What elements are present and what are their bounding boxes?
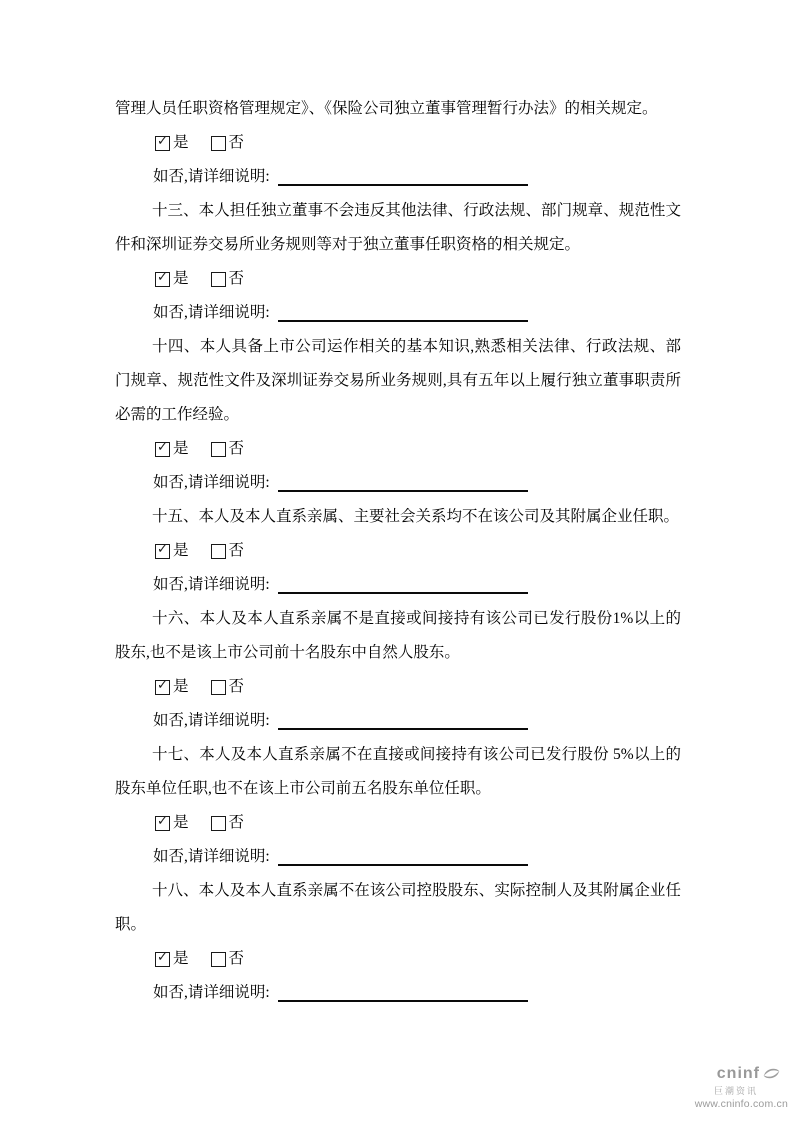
paragraph-item-16: 十六、本人及本人直系亲属不是直接或间接持有该公司已发行股份1%以上的股东,也不是该上市公司前十名股东中自然人股东。 bbox=[115, 610, 681, 661]
if-no-label: 如否,请详细说明: bbox=[153, 304, 270, 321]
yes-checkbox[interactable] bbox=[155, 432, 189, 466]
checkbox-unchecked-icon bbox=[211, 136, 226, 151]
no-checkbox[interactable] bbox=[211, 534, 245, 568]
checkbox-unchecked-icon bbox=[211, 544, 226, 559]
no-label: 否 bbox=[228, 270, 245, 287]
explanation-blank-field[interactable] bbox=[278, 712, 528, 730]
yes-no-row bbox=[115, 432, 681, 466]
cninfo-site-url: www.cninfo.com.cn bbox=[694, 1098, 788, 1110]
if-no-row bbox=[115, 704, 681, 738]
yes-label: 是 bbox=[173, 950, 189, 967]
paragraph-item-13: 十三、本人担任独立董事不会违反其他法律、行政法规、部门规章、规范性文件和深圳证券交易所业务规则等对于独立董事任职资格的相关规定。 bbox=[115, 202, 681, 253]
checkbox-checked-icon bbox=[155, 133, 170, 151]
paragraph-item-17: 十七、本人及本人直系亲属不在直接或间接持有该公司已发行股份 5%以上的股东单位任职,也不在该上市公司前五名股东单位任职。 bbox=[115, 746, 681, 797]
yes-label: 是 bbox=[173, 134, 189, 151]
document-body bbox=[115, 92, 681, 1010]
check-icon: ✓ bbox=[157, 541, 168, 557]
cninfo-chinese-name: 巨潮资讯 bbox=[713, 1086, 758, 1096]
if-no-row bbox=[115, 976, 681, 1010]
cninfo-swirl-icon bbox=[762, 1064, 781, 1083]
no-checkbox[interactable] bbox=[211, 126, 245, 160]
cninfo-logo bbox=[695, 1064, 788, 1110]
if-no-row bbox=[115, 160, 681, 194]
explanation-blank-field[interactable] bbox=[278, 576, 528, 594]
checkbox-checked-icon bbox=[155, 269, 170, 287]
yes-label: 是 bbox=[173, 440, 189, 457]
check-icon: ✓ bbox=[157, 439, 168, 455]
check-icon: ✓ bbox=[157, 133, 168, 149]
no-label: 否 bbox=[228, 542, 245, 559]
explanation-blank-field[interactable] bbox=[278, 984, 528, 1002]
yes-no-row bbox=[115, 806, 681, 840]
explanation-blank-field[interactable] bbox=[278, 848, 528, 866]
check-icon: ✓ bbox=[157, 677, 168, 693]
checkbox-unchecked-icon bbox=[211, 680, 226, 695]
if-no-row bbox=[115, 840, 681, 874]
if-no-row bbox=[115, 568, 681, 602]
yes-label: 是 bbox=[173, 270, 189, 287]
paragraph-item-18: 十八、本人及本人直系亲属不在该公司控股股东、实际控制人及其附属企业任职。 bbox=[115, 882, 681, 933]
yes-checkbox[interactable] bbox=[155, 534, 189, 568]
no-label: 否 bbox=[228, 134, 245, 151]
if-no-label: 如否,请详细说明: bbox=[153, 848, 270, 865]
no-label: 否 bbox=[228, 678, 245, 695]
no-checkbox[interactable] bbox=[211, 670, 245, 704]
yes-checkbox[interactable] bbox=[155, 126, 189, 160]
yes-no-row bbox=[115, 942, 681, 976]
if-no-label: 如否,请详细说明: bbox=[153, 984, 270, 1001]
cninfo-brand-row bbox=[695, 1064, 781, 1083]
if-no-row bbox=[115, 466, 681, 500]
yes-checkbox[interactable] bbox=[155, 670, 189, 704]
no-checkbox[interactable] bbox=[211, 942, 245, 976]
yes-checkbox[interactable] bbox=[155, 942, 189, 976]
yes-no-row bbox=[115, 126, 681, 160]
if-no-row bbox=[115, 296, 681, 330]
yes-checkbox[interactable] bbox=[155, 262, 189, 296]
explanation-blank-field[interactable] bbox=[278, 474, 528, 492]
no-checkbox[interactable] bbox=[211, 432, 245, 466]
checkbox-unchecked-icon bbox=[211, 442, 226, 457]
no-checkbox[interactable] bbox=[211, 806, 245, 840]
yes-label: 是 bbox=[173, 678, 189, 695]
checkbox-checked-icon bbox=[155, 439, 170, 457]
no-label: 否 bbox=[228, 440, 245, 457]
explanation-blank-field[interactable] bbox=[278, 304, 528, 322]
explanation-blank-field[interactable] bbox=[278, 168, 528, 186]
no-label: 否 bbox=[228, 814, 245, 831]
checkbox-checked-icon bbox=[155, 677, 170, 695]
check-icon: ✓ bbox=[157, 269, 168, 285]
yes-label: 是 bbox=[173, 542, 189, 559]
if-no-label: 如否,请详细说明: bbox=[153, 474, 270, 491]
checkbox-checked-icon bbox=[155, 541, 170, 559]
checkbox-unchecked-icon bbox=[211, 816, 226, 831]
yes-checkbox[interactable] bbox=[155, 806, 189, 840]
check-icon: ✓ bbox=[157, 813, 168, 829]
no-checkbox[interactable] bbox=[211, 262, 245, 296]
check-icon: ✓ bbox=[157, 949, 168, 965]
paragraph-continuation: 管理人员任职资格管理规定》、《保险公司独立董事管理暂行办法》的相关规定。 bbox=[115, 100, 658, 117]
yes-no-row bbox=[115, 262, 681, 296]
paragraph-item-14: 十四、本人具备上市公司运作相关的基本知识,熟悉相关法律、行政法规、部门规章、规范性文件及深圳证券交易所业务规则,具有五年以上履行独立董事职责所必需的工作经验。 bbox=[115, 338, 681, 423]
yes-label: 是 bbox=[173, 814, 189, 831]
if-no-label: 如否,请详细说明: bbox=[153, 168, 270, 185]
paragraph-item-15: 十五、本人及本人直系亲属、主要社会关系均不在该公司及其附属企业任职。 bbox=[152, 508, 680, 525]
if-no-label: 如否,请详细说明: bbox=[153, 712, 270, 729]
if-no-label: 如否,请详细说明: bbox=[153, 576, 270, 593]
no-label: 否 bbox=[228, 950, 245, 967]
checkbox-checked-icon bbox=[155, 813, 170, 831]
yes-no-row bbox=[115, 670, 681, 704]
checkbox-unchecked-icon bbox=[211, 272, 226, 287]
checkbox-checked-icon bbox=[155, 949, 170, 967]
yes-no-row bbox=[115, 534, 681, 568]
cninfo-brand-text: cninf bbox=[716, 1064, 760, 1082]
checkbox-unchecked-icon bbox=[211, 952, 226, 967]
